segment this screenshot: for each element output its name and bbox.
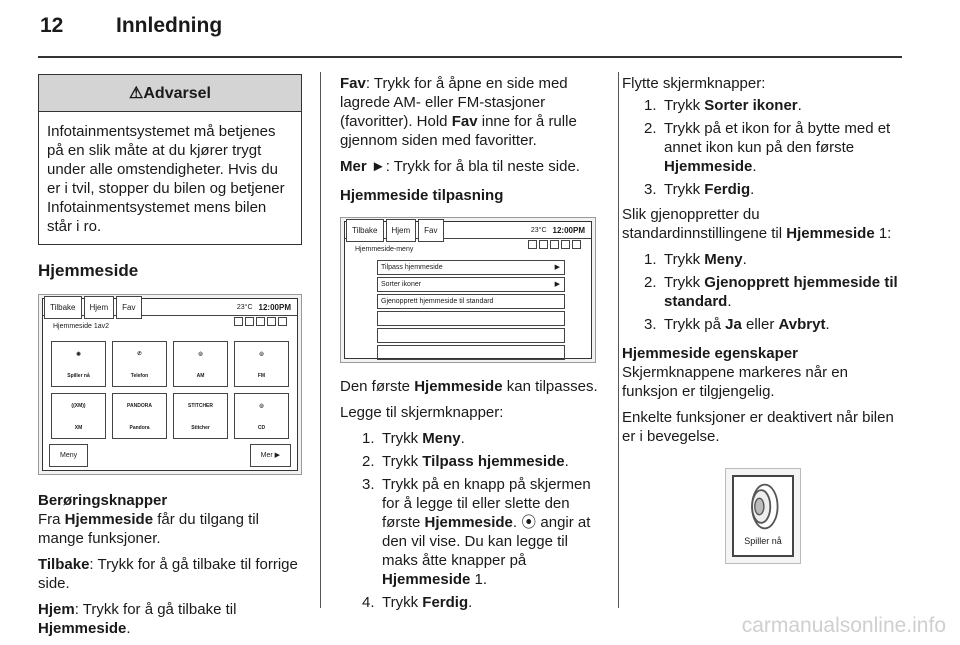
- list-item: 2. Trykk Tilpass hjemmeside.: [362, 453, 569, 470]
- tile-grid: [43, 337, 297, 443]
- more-button: Mer ▶: [250, 444, 291, 467]
- phone-icon: ✆: [137, 351, 142, 357]
- tab-fav: Fav: [418, 219, 443, 242]
- temperature: 23°C: [236, 303, 253, 311]
- disc-icon: ◎: [259, 403, 264, 409]
- tile-cd: ◎ CD: [234, 393, 289, 439]
- paragraph: Hjem: Trykk for å gå tilbake til Hjemmeside.: [38, 601, 237, 637]
- page-number: 12: [40, 14, 64, 37]
- list-item: 3. Trykk på en knapp på skjermen for å legge til eller slette den første Hjemmeside. ⦿ angir at den vil vise. Du kan legge til maks åtte knapper på Hjemmeside 1.: [362, 476, 591, 588]
- subheading: Berøringsknapper: [38, 492, 168, 509]
- tab-back: Tilbake: [44, 296, 82, 319]
- tile-pandora: PANDORA Pandora: [112, 393, 167, 439]
- paragraph: Slik gjenoppretter du standardinnstillingene til Hjemmeside 1:: [622, 206, 892, 242]
- watermark: carmanualsonline.info: [741, 614, 946, 637]
- warning-box: [38, 74, 302, 245]
- steps-list: [622, 250, 904, 334]
- tile-fm: ◎ FM: [234, 341, 289, 387]
- warning-body: Infotainmentsystemet må betjenes på en slik måte at du kjører trygt under alle omstendigheter. Hvis du er i tvil, stopper du bilen og betjener Infotainmentsystemet mens bilen står i ro.: [47, 123, 285, 235]
- tab-fav: Fav: [116, 296, 141, 319]
- arrow-right-icon: ▶: [554, 281, 560, 288]
- tile-stitcher: STITCHER Stitcher: [173, 393, 228, 439]
- section-heading: Hjemmeside: [38, 261, 139, 280]
- paragraph: Mer ►: Trykk for å bla til neste side.: [340, 158, 580, 175]
- paragraph: Legge til skjermknapper:: [340, 404, 504, 421]
- list-item: 3. Trykk Ferdig.: [644, 181, 755, 198]
- clock: 12:00PM: [552, 225, 585, 235]
- menu-row: Tilpass hjemmeside ▶: [377, 260, 565, 275]
- steps-list: [622, 96, 904, 199]
- clock: 12:00PM: [258, 302, 291, 312]
- menu-row: Gjenopprett hjemmeside til standard: [377, 294, 565, 309]
- xm-logo-icon: ((XM)): [71, 403, 86, 409]
- speaker-icon: [743, 481, 783, 532]
- menu-row: [377, 328, 565, 343]
- temperature: 23°C: [530, 226, 547, 234]
- tab-home: Hjem: [386, 219, 417, 242]
- pandora-logo-icon: PANDORA: [127, 403, 152, 409]
- tile-am: ◎ AM: [173, 341, 228, 387]
- column-3: [622, 74, 904, 564]
- now-playing-button-image: [725, 468, 801, 564]
- tile-xm: ((XM)) XM: [51, 393, 106, 439]
- warning-title: Advarsel: [143, 85, 211, 102]
- screen-subtitle: Hjemmeside 1av2: [53, 323, 110, 330]
- paragraph: Enkelte funksjoner er deaktivert når bilen er i bevegelse.: [622, 409, 894, 445]
- list-item: 1. Trykk Meny.: [644, 251, 747, 268]
- list-item: 2. Trykk Gjenopprett hjemmeside til standard.: [644, 274, 898, 310]
- page-header: [40, 14, 222, 38]
- paragraph: Fra Hjemmeside får du tilgang til mange funksjoner.: [38, 511, 259, 547]
- paragraph: Fav: Trykk for å åpne en side med lagrede AM- eller FM-stasjoner (favoritter). Hold Fav inne for å rulle gjennom siden med favoritter.: [340, 75, 577, 149]
- paragraph: Den første Hjemmeside kan tilpasses.: [340, 378, 598, 395]
- menu-row: [377, 345, 565, 360]
- status-icons: [528, 240, 581, 259]
- antenna-icon: ◎: [198, 351, 203, 357]
- home-screen-image: [38, 294, 302, 475]
- menu-row: [377, 311, 565, 326]
- tab-back: Tilbake: [346, 219, 384, 242]
- screen-subtitle: Hjemmeside-meny: [355, 246, 414, 253]
- list-item: 1. Trykk Sorter ikoner.: [644, 97, 802, 114]
- paragraph: Skjermknappene markeres når en funksjon er tilgjengelig.: [622, 364, 848, 400]
- menu-row: Sorter ikoner ▶: [377, 277, 565, 292]
- steps-list: [340, 429, 606, 612]
- warning-header: [39, 75, 301, 112]
- page-title: Innledning: [116, 14, 223, 37]
- warning-triangle-icon: ⚠: [129, 85, 144, 102]
- arrow-right-icon: ▶: [554, 264, 560, 271]
- antenna-icon: ◎: [259, 351, 264, 357]
- subheading: Hjemmeside egenskaper: [622, 345, 798, 362]
- list-item: 1. Trykk Meny.: [362, 430, 465, 447]
- tab-home: Hjem: [84, 296, 115, 319]
- status-icons: [234, 317, 287, 336]
- column-1: [38, 74, 302, 645]
- stitcher-logo-icon: STITCHER: [188, 403, 213, 409]
- column-divider: [618, 72, 619, 608]
- header-rule: [38, 56, 902, 58]
- tile-now-playing: ◉ Spiller nå: [51, 341, 106, 387]
- list-item: 4. Trykk Ferdig.: [362, 594, 473, 611]
- button-label: Spiller nå: [744, 536, 782, 546]
- menu-button: Meny: [49, 444, 88, 467]
- column-divider: [320, 72, 321, 608]
- tile-phone: ✆ Telefon: [112, 341, 167, 387]
- list-item: 2. Trykk på et ikon for å bytte med et annet ikon kun på den første Hjemmeside.: [644, 120, 891, 175]
- menu-screen-image: [340, 217, 596, 363]
- paragraph: Tilbake: Trykk for å gå tilbake til forrige side.: [38, 556, 298, 592]
- subheading: Hjemmeside tilpasning: [340, 187, 504, 204]
- paragraph: Flytte skjermknapper:: [622, 75, 766, 92]
- list-item: 3. Trykk på Ja eller Avbryt.: [644, 316, 830, 333]
- speaker-icon: ◉: [76, 351, 81, 357]
- column-2: [340, 74, 606, 618]
